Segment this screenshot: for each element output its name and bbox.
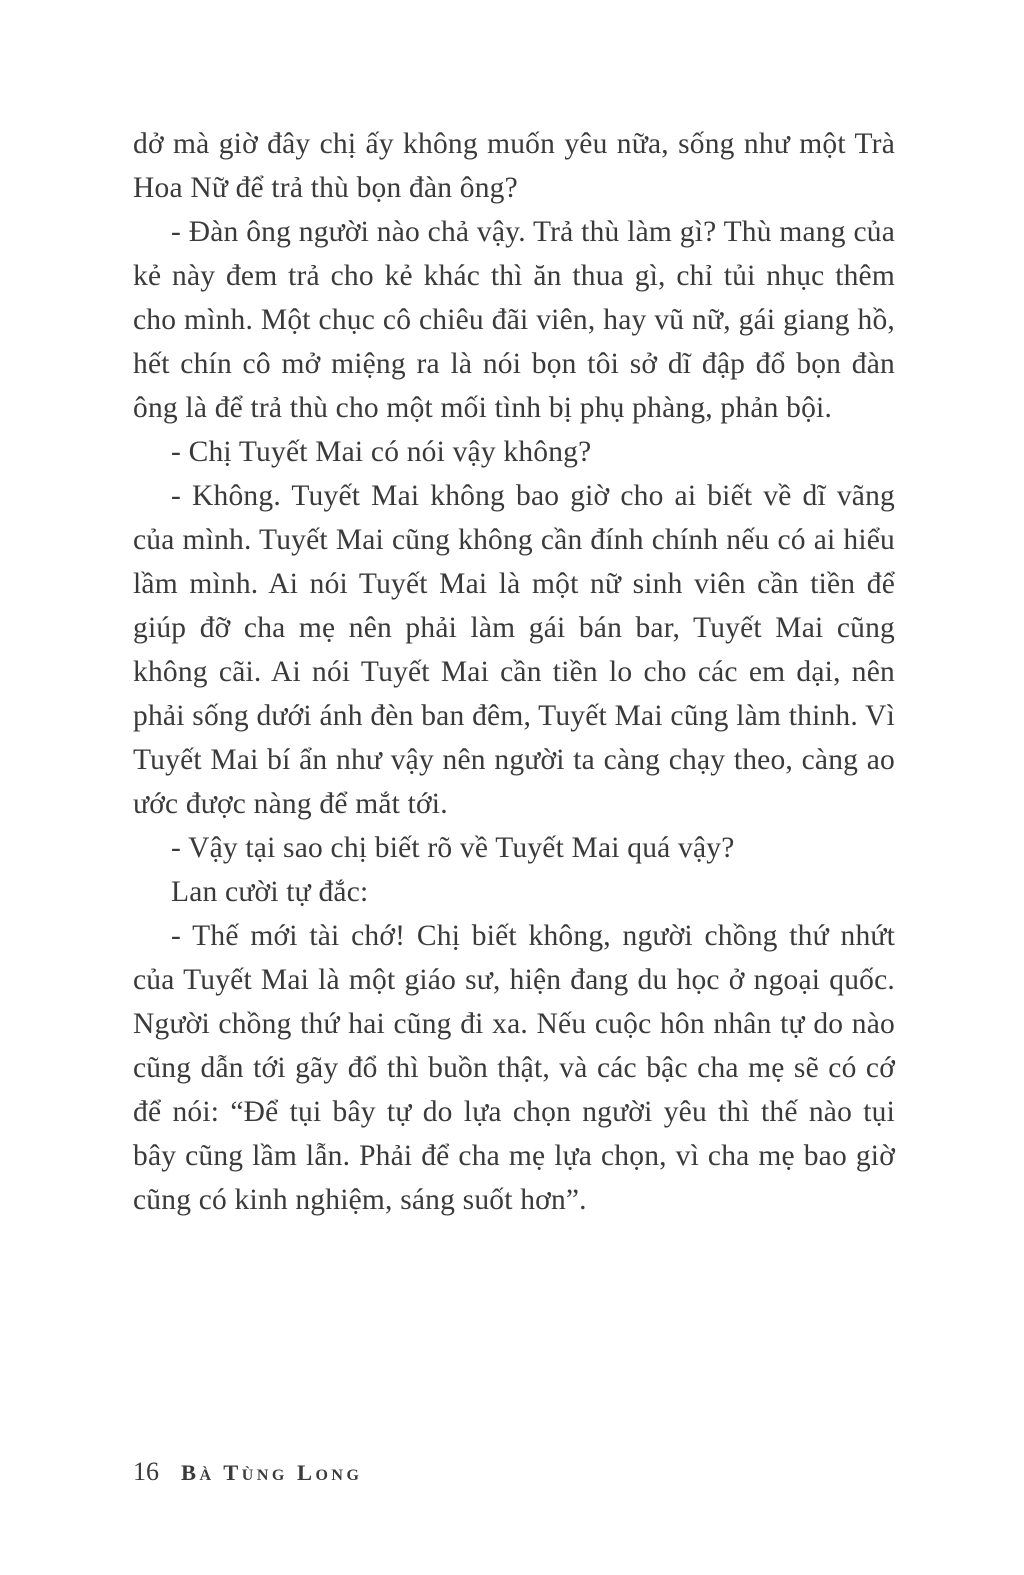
paragraph: - Đàn ông người nào chả vậy. Trả thù làm gì? Thù mang của kẻ này đem trả cho kẻ khác thì ăn thua gì, chỉ tủi nhục thêm cho mình. Một chục cô chiêu đãi viên, hay vũ nữ, gái giang hồ, hết chín cô mở miệng ra là nói bọn tôi sở dĩ đập đổ bọn đàn ông là để trả thù cho một mối tình bị phụ phàng, phản bội. xyxy=(133,216,895,424)
paragraph: - Vậy tại sao chị biết rõ về Tuyết Mai quá vậy? xyxy=(171,832,735,864)
page-number: 16 xyxy=(133,1457,159,1486)
paragraph: - Chị Tuyết Mai có nói vậy không? xyxy=(171,436,592,468)
paragraph: Lan cười tự đắc: xyxy=(171,876,369,908)
paragraph: - Thế mới tài chớ! Chị biết không, người chồng thứ nhứt của Tuyết Mai là một giáo sư, hiện đang du học ở ngoại quốc. Người chồng thứ hai cũng đi xa. Nếu cuộc hôn nhân tự do nào cũng dẫn tới gãy đổ thì buồn thật, và các bậc cha mẹ sẽ có cớ để nói: “Để tụi bây tự do lựa chọn người yêu thì thế nào tụi bây cũng lầm lẫn. Phải để cha mẹ lựa chọn, vì cha mẹ bao giờ cũng có kinh nghiệm, sáng suốt hơn”. xyxy=(133,920,895,1216)
book-title: Bà Tùng Long xyxy=(181,1460,363,1485)
paragraph: - Không. Tuyết Mai không bao giờ cho ai biết về dĩ vãng của mình. Tuyết Mai cũng không cần đính chính nếu có ai hiểu lầm mình. Ai nói Tuyết Mai là một nữ sinh viên cần tiền để giúp đỡ cha mẹ nên phải làm gái bán bar, Tuyết Mai cũng không cãi. Ai nói Tuyết Mai cần tiền lo cho các em dại, nên phải sống dưới ánh đèn ban đêm, Tuyết Mai cũng làm thinh. Vì Tuyết Mai bí ẩn như vậy nên người ta càng chạy theo, càng ao ước được nàng để mắt tới. xyxy=(133,480,895,820)
paragraph: dở mà giờ đây chị ấy không muốn yêu nữa, sống như một Trà Hoa Nữ để trả thù bọn đàn ông? xyxy=(133,128,895,204)
page-footer xyxy=(133,1457,362,1487)
body-text xyxy=(133,122,895,1222)
